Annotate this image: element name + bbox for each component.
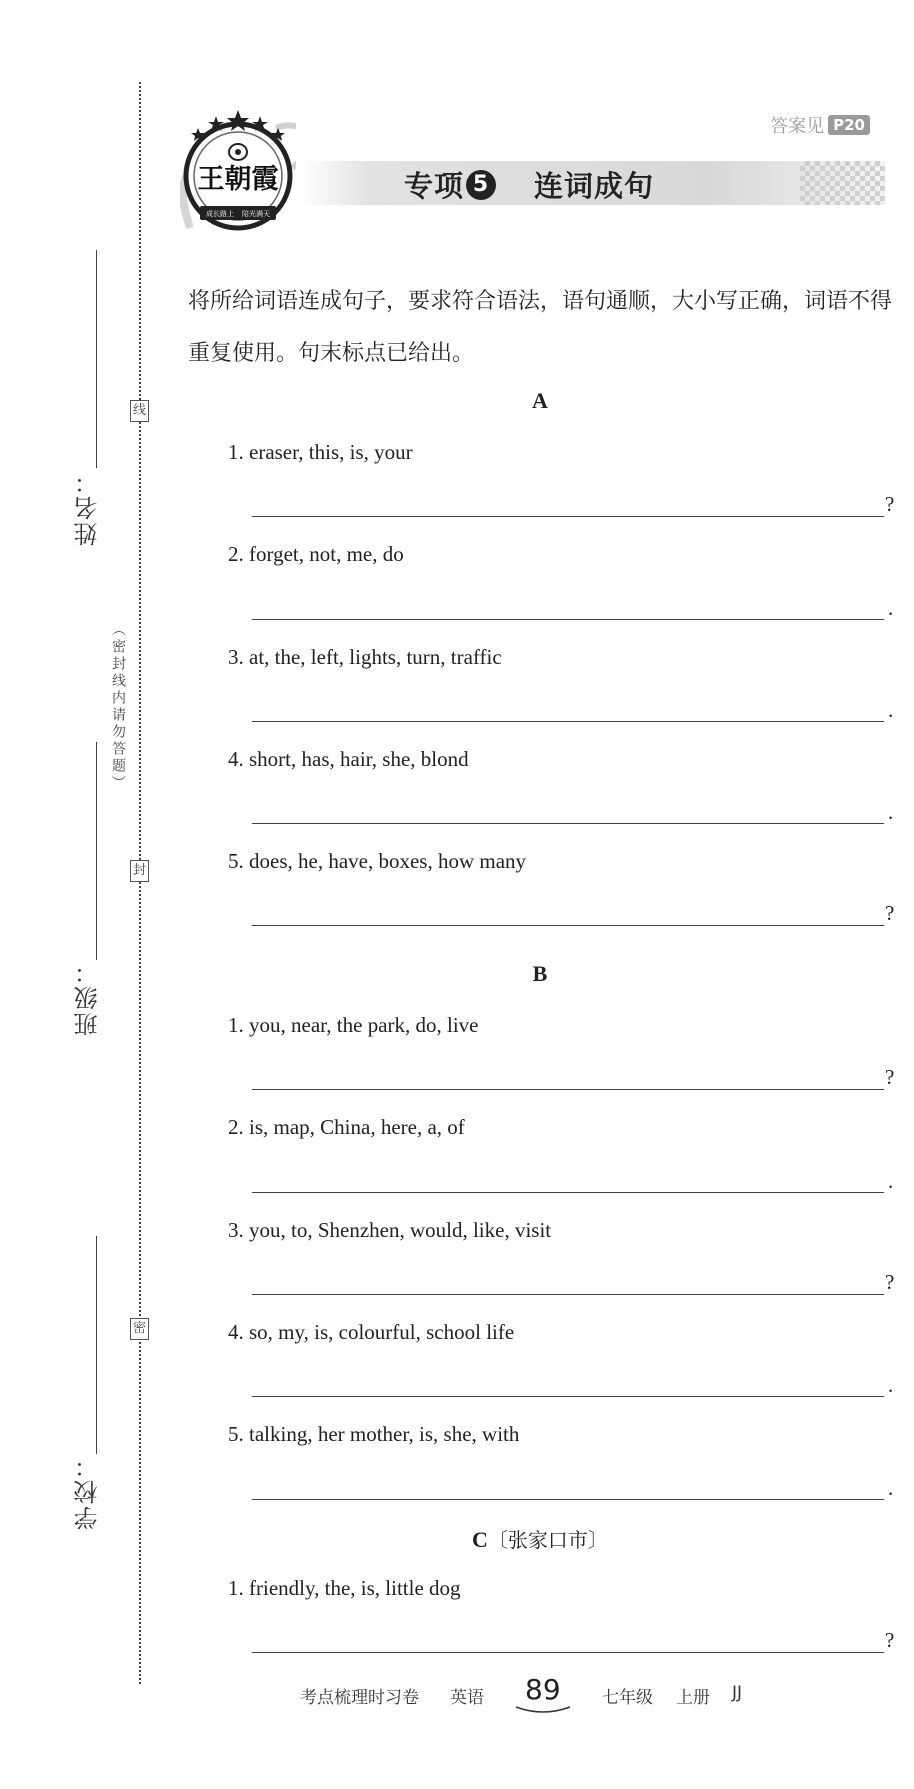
brand-logo	[180, 108, 296, 238]
logo-slogan-left: 成长路上	[206, 210, 234, 218]
title-prefix: 专项	[404, 169, 465, 203]
page-number-arc	[514, 1705, 572, 1715]
answer-line-b2[interactable]	[252, 1192, 884, 1193]
end-punct-a3: .	[888, 698, 894, 722]
question-a4: 4. short, has, hair, she, blond	[228, 747, 469, 771]
end-punct-b5: .	[888, 1476, 894, 1500]
question-b1: 1. you, near, the park, do, live	[228, 1013, 479, 1037]
section-a-heading: A	[532, 388, 548, 413]
answer-line-a2[interactable]	[252, 619, 884, 620]
page-footer	[0, 1675, 914, 1715]
answer-line-b1[interactable]	[252, 1089, 884, 1090]
end-punct-a2: .	[888, 596, 894, 620]
brand-name: 王朝霞	[197, 164, 279, 195]
banner-checker-pattern	[800, 161, 885, 205]
question-b5: 5. talking, her mother, is, she, with	[228, 1422, 520, 1446]
class-label: 班级：	[74, 958, 102, 1036]
question-c1: 1. friendly, the, is, little dog	[228, 1576, 461, 1600]
seal-notice: （密封线内请勿答题）	[110, 622, 126, 792]
seal-char-mi: 密	[130, 1318, 149, 1340]
section-c-region: 〔张家口市〕	[487, 1528, 608, 1552]
footer-edition: JJ	[732, 1683, 743, 1703]
seal-char-feng: 封	[130, 860, 149, 882]
answer-line-a5[interactable]	[252, 925, 884, 926]
title-number-badge: 5	[466, 170, 496, 200]
school-label: 学校：	[74, 1452, 102, 1530]
question-a1: 1. eraser, this, is, your	[228, 440, 413, 464]
name-label: 姓名：	[74, 468, 102, 546]
question-b2: 2. is, map, China, here, a, of	[228, 1115, 465, 1139]
end-punct-b3: ?	[885, 1270, 895, 1294]
instructions: 将所给词语连成句子，要求符合语法，语句通顺，大小写正确，词语不得重复使用。句末标点已给出。	[188, 289, 893, 366]
answer-line-b4[interactable]	[252, 1396, 884, 1397]
school-blank[interactable]	[96, 1236, 97, 1454]
answer-reference	[770, 112, 870, 138]
section-c-heading: C〔张家口市〕	[472, 1527, 608, 1552]
footer-volume: 上册	[676, 1688, 710, 1708]
end-punct-b2: .	[888, 1169, 894, 1193]
section-b-heading: B	[532, 961, 548, 986]
end-punct-c1: ?	[885, 1628, 895, 1652]
page-number: 89	[525, 1673, 561, 1706]
answer-line-a4[interactable]	[252, 823, 884, 824]
footer-series: 考点梳理时习卷	[300, 1688, 419, 1708]
class-blank[interactable]	[96, 742, 97, 960]
answer-line-a3[interactable]	[252, 721, 884, 722]
end-punct-b1: ?	[885, 1065, 895, 1089]
answer-line-a1[interactable]	[252, 516, 884, 517]
question-b4: 4. so, my, is, colourful, school life	[228, 1320, 515, 1344]
end-punct-b4: .	[888, 1373, 894, 1397]
title-main: 连词成句	[534, 169, 655, 203]
end-punct-a1: ?	[885, 492, 895, 516]
answer-line-b3[interactable]	[252, 1294, 884, 1295]
question-a2: 2. forget, not, me, do	[228, 542, 404, 566]
answer-ref-text: 答案见	[770, 116, 825, 137]
page-title	[404, 164, 654, 205]
answer-line-c1[interactable]	[252, 1652, 884, 1653]
question-a5: 5. does, he, have, boxes, how many	[228, 849, 527, 873]
footer-subject: 英语	[450, 1688, 484, 1708]
logo-slogan-right: 陪光满天	[242, 210, 270, 218]
seal-dotted-line	[139, 82, 141, 1684]
answer-line-b5[interactable]	[252, 1499, 884, 1500]
name-blank[interactable]	[96, 250, 97, 468]
end-punct-a4: .	[888, 800, 894, 824]
answer-ref-page-badge: P20	[828, 115, 870, 135]
end-punct-a5: ?	[885, 901, 895, 925]
question-b3: 3. you, to, Shenzhen, would, like, visit	[228, 1218, 552, 1242]
footer-grade: 七年级	[602, 1688, 653, 1708]
question-a3: 3. at, the, left, lights, turn, traffic	[228, 645, 502, 669]
seal-char-xian: 线	[130, 400, 149, 422]
